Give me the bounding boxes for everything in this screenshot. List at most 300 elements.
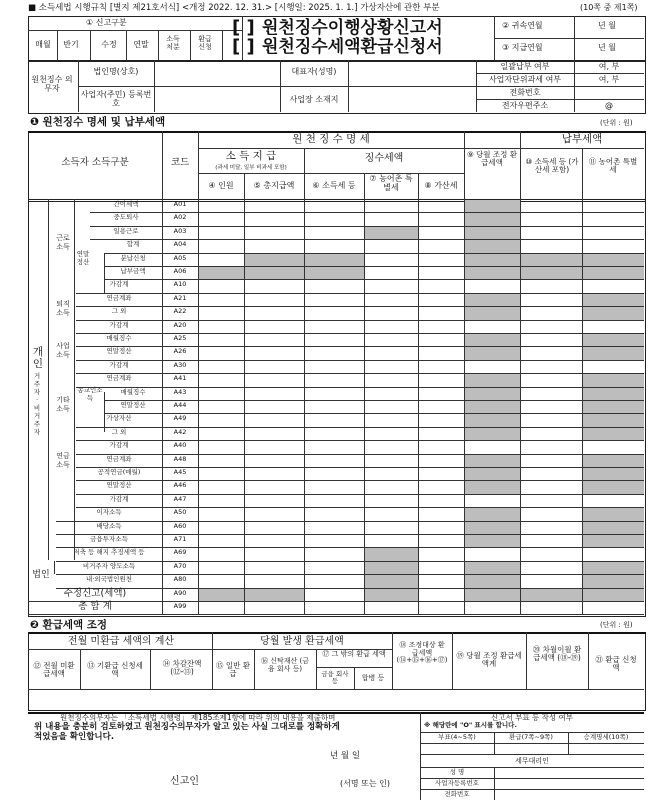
form-reference: ■ 소득세법 시행규칙 [별지 제21호서식] <개정 2022. 12. 31.> [시행일: 2025. 1. 1.] 가상자산에 관한 부분 bbox=[28, 3, 440, 13]
amount-cell[interactable] bbox=[305, 227, 364, 239]
amount-cell bbox=[583, 388, 644, 400]
amount-cell[interactable] bbox=[199, 428, 244, 440]
amount-cell[interactable] bbox=[199, 280, 244, 292]
title-line-2: 원천징수세액환급신청서 bbox=[262, 37, 443, 57]
amount-cell[interactable] bbox=[199, 495, 244, 507]
row-label: 간이세액 bbox=[113, 200, 139, 208]
amount-cell bbox=[583, 254, 644, 266]
curr-group: 당월 발생 환급세액 bbox=[260, 636, 344, 647]
c21-header: ㉑ 환급 신청액 bbox=[595, 655, 637, 673]
kind-monthly[interactable]: 매월 bbox=[35, 40, 51, 49]
c17a-header: 금융 회사 등 bbox=[321, 670, 349, 686]
amount-cell[interactable] bbox=[521, 468, 582, 480]
row-code: A47 bbox=[173, 494, 187, 503]
amount-cell bbox=[583, 562, 644, 574]
amount-cell[interactable] bbox=[521, 495, 582, 507]
agent-label: 원천징수 의무자 bbox=[31, 75, 73, 93]
amount-cell[interactable] bbox=[305, 361, 364, 373]
amount-cell[interactable] bbox=[419, 468, 464, 480]
kind-half[interactable]: 반기 bbox=[63, 40, 79, 49]
amount-cell[interactable] bbox=[199, 334, 244, 346]
prev-group: 전월 미환급 세액의 계산 bbox=[67, 636, 175, 647]
pay-tax-header: ⑩ 소득세 등 (가산세 포함) bbox=[525, 157, 579, 175]
amount-cell[interactable] bbox=[365, 374, 418, 386]
amount-cell[interactable] bbox=[419, 575, 464, 587]
amount-cell[interactable] bbox=[419, 240, 464, 252]
amount-cell[interactable] bbox=[245, 522, 304, 534]
amount-cell[interactable] bbox=[245, 280, 304, 292]
attr-pay-label: ③ 지급연월 bbox=[502, 43, 543, 52]
amount-cell[interactable] bbox=[199, 307, 244, 319]
amount-cell[interactable] bbox=[199, 240, 244, 252]
amount-cell[interactable] bbox=[419, 374, 464, 386]
amount-cell[interactable] bbox=[365, 428, 418, 440]
amount-cell bbox=[199, 267, 244, 279]
amount-cell[interactable] bbox=[365, 361, 418, 373]
amount-cell bbox=[465, 562, 520, 574]
amount-cell[interactable] bbox=[199, 414, 244, 426]
amount-cell[interactable] bbox=[521, 481, 582, 493]
biz-no-label: 사업자(주민) 등록번호 bbox=[80, 90, 152, 108]
amount-cell[interactable] bbox=[199, 508, 244, 520]
amount-cell[interactable] bbox=[365, 213, 418, 225]
amount-cell[interactable] bbox=[305, 428, 364, 440]
tax-withheld-header: 징수세액 bbox=[364, 153, 404, 164]
row-label: 가감계 bbox=[109, 280, 129, 289]
other-group: 기타소득 bbox=[56, 396, 70, 413]
title-bracket-2[interactable]: [ ] bbox=[232, 36, 255, 57]
amount-cell[interactable] bbox=[305, 508, 364, 520]
row-code: A60 bbox=[173, 521, 187, 530]
row-code: A30 bbox=[173, 360, 187, 369]
amount-cell bbox=[521, 589, 582, 601]
amount-cell[interactable] bbox=[245, 227, 304, 239]
amount-cell[interactable] bbox=[305, 481, 364, 493]
amount-cell[interactable] bbox=[199, 388, 244, 400]
amount-cell[interactable] bbox=[583, 495, 644, 507]
row-code: A05 bbox=[173, 253, 187, 262]
tax-agent-label: 세무대리인 bbox=[515, 757, 549, 765]
amount-cell[interactable] bbox=[199, 575, 244, 587]
amount-cell[interactable] bbox=[465, 495, 520, 507]
pension-group: 연금소득 bbox=[56, 452, 70, 469]
kind-refund[interactable]: 환급신청 bbox=[198, 35, 212, 51]
amount-cell[interactable] bbox=[521, 455, 582, 467]
payment-group-header: 납부세액 bbox=[561, 133, 603, 145]
row-code: A48 bbox=[173, 454, 187, 463]
amount-cell[interactable] bbox=[305, 334, 364, 346]
amount-cell[interactable] bbox=[419, 361, 464, 373]
amount-cell[interactable] bbox=[521, 361, 582, 373]
row-code: A46 bbox=[173, 481, 187, 490]
amount-cell[interactable] bbox=[583, 361, 644, 373]
adjust-header: ⑨ 당월 조정 환급세액 bbox=[466, 150, 518, 168]
row-label: 비거주자 양도소득 bbox=[82, 561, 136, 570]
amount-cell bbox=[465, 227, 520, 239]
amount-cell[interactable] bbox=[583, 227, 644, 239]
amount-cell[interactable] bbox=[521, 347, 582, 359]
amount-cell[interactable] bbox=[365, 307, 418, 319]
amount-cell[interactable] bbox=[419, 388, 464, 400]
amount-cell[interactable] bbox=[305, 562, 364, 574]
kind-yearend[interactable]: 연말 bbox=[133, 40, 149, 49]
amount-cell[interactable] bbox=[365, 240, 418, 252]
amount-cell[interactable] bbox=[245, 240, 304, 252]
amount-cell[interactable] bbox=[419, 562, 464, 574]
amount-cell[interactable] bbox=[245, 602, 304, 614]
amount-cell[interactable] bbox=[245, 575, 304, 587]
amount-cell[interactable] bbox=[365, 441, 418, 453]
amount-cell[interactable] bbox=[199, 227, 244, 239]
amount-cell[interactable] bbox=[305, 602, 364, 614]
amount-cell[interactable] bbox=[199, 401, 244, 413]
amount-cell[interactable] bbox=[419, 227, 464, 239]
amount-cell[interactable] bbox=[419, 602, 464, 614]
row-label: 매월징수 bbox=[106, 334, 132, 342]
amount-cell[interactable] bbox=[199, 562, 244, 574]
amount-cell bbox=[583, 522, 644, 534]
amount-cell[interactable] bbox=[465, 361, 520, 373]
amount-cell[interactable] bbox=[419, 495, 464, 507]
row-label: 매월징수 bbox=[120, 387, 146, 396]
amount-cell[interactable] bbox=[465, 321, 520, 333]
amount-cell[interactable] bbox=[419, 428, 464, 440]
group-separator bbox=[54, 561, 55, 574]
amount-cell[interactable] bbox=[465, 280, 520, 292]
amount-cell[interactable] bbox=[419, 508, 464, 520]
row-label: 연말정산 bbox=[120, 401, 146, 409]
amount-cell[interactable] bbox=[419, 321, 464, 333]
amount-cell bbox=[583, 347, 644, 359]
amount-cell[interactable] bbox=[199, 548, 244, 560]
group-separator bbox=[48, 199, 49, 560]
amount-cell[interactable] bbox=[305, 535, 364, 547]
batch-pay-label: 일괄납부 여부 bbox=[500, 62, 550, 71]
amount-cell[interactable] bbox=[245, 307, 304, 319]
amount-cell[interactable] bbox=[365, 267, 418, 279]
amount-cell[interactable] bbox=[365, 602, 418, 614]
amount-cell[interactable] bbox=[305, 522, 364, 534]
sign-date[interactable]: 년 월 일 bbox=[330, 751, 361, 761]
annual-group: 연말정산 bbox=[76, 250, 90, 266]
amount-cell[interactable] bbox=[305, 374, 364, 386]
amount-cell bbox=[465, 414, 520, 426]
amount-cell[interactable] bbox=[465, 441, 520, 453]
row-label: 납부금액 bbox=[120, 267, 146, 275]
row-label: 연말정산 bbox=[106, 347, 132, 356]
amount-cell[interactable] bbox=[305, 495, 364, 507]
amount-cell[interactable] bbox=[199, 374, 244, 386]
amount-cell[interactable] bbox=[305, 388, 364, 400]
amount-cell[interactable] bbox=[245, 401, 304, 413]
amount-cell[interactable] bbox=[245, 535, 304, 547]
amount-cell[interactable] bbox=[199, 455, 244, 467]
amount-cell[interactable] bbox=[365, 347, 418, 359]
amount-cell[interactable] bbox=[419, 280, 464, 292]
row-label: 연금계좌 bbox=[106, 293, 132, 302]
amount-cell[interactable] bbox=[305, 240, 364, 252]
amount-cell bbox=[465, 294, 520, 306]
amount-cell[interactable] bbox=[245, 200, 304, 212]
row-label: 수정신고(세액) bbox=[63, 587, 127, 599]
amount-cell[interactable] bbox=[199, 441, 244, 453]
amount-cell[interactable] bbox=[245, 428, 304, 440]
attach-2[interactable]: 환급(7쪽~9쪽) bbox=[509, 733, 553, 741]
group-separator bbox=[104, 392, 105, 432]
amount-cell[interactable] bbox=[419, 254, 464, 266]
amount-cell[interactable] bbox=[521, 441, 582, 453]
amount-cell[interactable] bbox=[245, 455, 304, 467]
amount-cell[interactable] bbox=[583, 441, 644, 453]
total-header: ⑤ 총지급액 bbox=[253, 181, 295, 190]
biz-group: 사업소득 bbox=[56, 342, 70, 359]
amount-cell[interactable] bbox=[199, 254, 244, 266]
amount-cell[interactable] bbox=[245, 495, 304, 507]
column-separator bbox=[464, 199, 465, 614]
amount-cell[interactable] bbox=[305, 200, 364, 212]
amount-cell[interactable] bbox=[521, 388, 582, 400]
amount-cell bbox=[583, 508, 644, 520]
kind-amend[interactable]: 수정 bbox=[101, 40, 117, 49]
amount-cell[interactable] bbox=[419, 522, 464, 534]
amount-cell[interactable] bbox=[305, 213, 364, 225]
amount-cell[interactable] bbox=[305, 575, 364, 587]
amount-cell[interactable] bbox=[365, 280, 418, 292]
amount-cell[interactable] bbox=[305, 401, 364, 413]
amount-cell[interactable] bbox=[305, 321, 364, 333]
amount-cell[interactable] bbox=[365, 294, 418, 306]
amount-cell[interactable] bbox=[365, 468, 418, 480]
title-bracket-1[interactable]: [ ] bbox=[232, 17, 255, 38]
amount-cell[interactable] bbox=[365, 522, 418, 534]
amount-cell[interactable] bbox=[305, 548, 364, 560]
amount-cell[interactable] bbox=[465, 602, 520, 614]
amount-cell[interactable] bbox=[199, 321, 244, 333]
amount-cell[interactable] bbox=[305, 280, 364, 292]
amount-cell[interactable] bbox=[245, 334, 304, 346]
amount-cell[interactable] bbox=[199, 213, 244, 225]
amount-cell[interactable] bbox=[199, 468, 244, 480]
row-separator bbox=[28, 614, 644, 615]
amount-cell[interactable] bbox=[245, 294, 304, 306]
amount-cell[interactable] bbox=[365, 481, 418, 493]
statement-1: 원천징수의무자는 「소득세법 시행령」 제185조제1항에 따라 위의 내용을 제출하며 bbox=[60, 713, 336, 722]
amount-cell[interactable] bbox=[245, 347, 304, 359]
amount-cell[interactable] bbox=[521, 200, 582, 212]
c12-header: ⑫ 전월 미환급세액 bbox=[33, 661, 75, 679]
amount-cell[interactable] bbox=[419, 455, 464, 467]
amount-cell[interactable] bbox=[245, 562, 304, 574]
attr-year-label: ② 귀속연월 bbox=[502, 21, 543, 30]
row-label: 이자소득 bbox=[96, 508, 122, 517]
amount-cell[interactable] bbox=[245, 374, 304, 386]
amount-cell[interactable] bbox=[365, 508, 418, 520]
amount-cell[interactable] bbox=[521, 414, 582, 426]
amount-cell[interactable] bbox=[365, 414, 418, 426]
row-code: A40 bbox=[173, 441, 187, 450]
amount-cell[interactable] bbox=[521, 280, 582, 292]
attr-pay-value[interactable]: 년 월 bbox=[598, 43, 616, 52]
amount-cell[interactable] bbox=[365, 321, 418, 333]
amount-cell bbox=[521, 254, 582, 266]
amount-cell[interactable] bbox=[419, 548, 464, 560]
amount-cell[interactable] bbox=[583, 213, 644, 225]
attr-year-value[interactable]: 년 월 bbox=[598, 21, 616, 30]
amount-cell bbox=[199, 589, 244, 601]
email-at[interactable]: @ bbox=[605, 101, 613, 110]
amount-cell[interactable] bbox=[365, 495, 418, 507]
sign-note[interactable]: (서명 또는 인) bbox=[340, 779, 390, 788]
amount-cell[interactable] bbox=[419, 441, 464, 453]
amount-cell[interactable] bbox=[199, 481, 244, 493]
email-label: 전자우편주소 bbox=[501, 101, 549, 110]
amount-cell[interactable] bbox=[245, 468, 304, 480]
amount-cell[interactable] bbox=[365, 535, 418, 547]
amount-cell[interactable] bbox=[521, 575, 582, 587]
amount-cell[interactable] bbox=[419, 401, 464, 413]
amount-cell[interactable] bbox=[305, 441, 364, 453]
amount-cell[interactable] bbox=[583, 240, 644, 252]
amount-cell bbox=[583, 307, 644, 319]
amount-cell[interactable] bbox=[365, 455, 418, 467]
amount-cell[interactable] bbox=[305, 347, 364, 359]
amount-cell[interactable] bbox=[521, 602, 582, 614]
amount-cell bbox=[583, 589, 644, 601]
attach-title: 신고서 부표 등 작성 여부 bbox=[491, 713, 573, 722]
amount-cell[interactable] bbox=[521, 240, 582, 252]
amount-cell[interactable] bbox=[419, 414, 464, 426]
amount-cell[interactable] bbox=[419, 267, 464, 279]
row-label: 총 합 계 bbox=[78, 601, 112, 612]
amount-cell[interactable] bbox=[245, 481, 304, 493]
amount-cell bbox=[583, 414, 644, 426]
amount-cell[interactable] bbox=[521, 307, 582, 319]
c18-cell[interactable] bbox=[394, 689, 452, 708]
amount-cell[interactable] bbox=[245, 388, 304, 400]
address-label: 사업장 소재지 bbox=[289, 95, 339, 104]
row-code: A01 bbox=[173, 200, 187, 208]
amount-cell[interactable] bbox=[245, 548, 304, 560]
amount-cell[interactable] bbox=[521, 401, 582, 413]
amount-cell bbox=[465, 401, 520, 413]
amount-cell[interactable] bbox=[521, 227, 582, 239]
attach-1[interactable]: 부표(4~5쪽) bbox=[438, 733, 476, 741]
amount-cell[interactable] bbox=[199, 522, 244, 534]
row-code: A02 bbox=[173, 213, 187, 222]
amount-cell[interactable] bbox=[245, 321, 304, 333]
row-code: A70 bbox=[173, 561, 187, 570]
row-label: 내·외국법인원천 bbox=[85, 575, 133, 584]
row-code: A25 bbox=[173, 334, 187, 342]
amount-cell[interactable] bbox=[521, 213, 582, 225]
section1-unit: (단위 : 원) bbox=[600, 119, 633, 127]
amount-cell[interactable] bbox=[521, 428, 582, 440]
amount-cell bbox=[465, 508, 520, 520]
amount-cell[interactable] bbox=[419, 307, 464, 319]
amount-cell[interactable] bbox=[245, 414, 304, 426]
amount-cell[interactable] bbox=[583, 200, 644, 212]
amount-cell[interactable] bbox=[521, 522, 582, 534]
amount-cell bbox=[465, 481, 520, 493]
amount-cell[interactable] bbox=[419, 294, 464, 306]
amount-cell[interactable] bbox=[465, 548, 520, 560]
amount-cell[interactable] bbox=[583, 602, 644, 614]
column-separator bbox=[304, 199, 305, 614]
amount-cell bbox=[583, 334, 644, 346]
amount-cell[interactable] bbox=[305, 294, 364, 306]
amount-cell[interactable] bbox=[419, 200, 464, 212]
amount-cell[interactable] bbox=[199, 602, 244, 614]
amount-cell bbox=[465, 267, 520, 279]
amount-cell[interactable] bbox=[583, 548, 644, 560]
amount-cell[interactable] bbox=[305, 589, 364, 601]
amount-cell[interactable] bbox=[305, 307, 364, 319]
amount-cell[interactable] bbox=[583, 280, 644, 292]
income-type-header: 소득자 소득구분 bbox=[61, 157, 129, 168]
amount-cell[interactable] bbox=[419, 481, 464, 493]
row-label: 가감계 bbox=[109, 320, 129, 329]
amount-cell[interactable] bbox=[521, 508, 582, 520]
amount-cell[interactable] bbox=[305, 414, 364, 426]
amount-cell bbox=[521, 267, 582, 279]
amount-cell[interactable] bbox=[521, 374, 582, 386]
amount-cell[interactable] bbox=[245, 508, 304, 520]
amount-cell bbox=[583, 294, 644, 306]
amount-cell[interactable] bbox=[521, 334, 582, 346]
row-code: A80 bbox=[173, 575, 187, 584]
row-code: A06 bbox=[173, 267, 187, 275]
amount-cell[interactable] bbox=[245, 361, 304, 373]
amount-cell[interactable] bbox=[419, 589, 464, 601]
row-code: A21 bbox=[173, 293, 187, 302]
amount-cell[interactable] bbox=[365, 388, 418, 400]
amount-cell[interactable] bbox=[583, 321, 644, 333]
amount-cell[interactable] bbox=[365, 254, 418, 266]
amount-cell[interactable] bbox=[365, 334, 418, 346]
amount-cell[interactable] bbox=[419, 535, 464, 547]
unit-tax-yesno[interactable]: 여, 부 bbox=[598, 75, 620, 84]
amount-cell[interactable] bbox=[419, 347, 464, 359]
amount-cell[interactable] bbox=[419, 213, 464, 225]
amount-cell[interactable] bbox=[521, 548, 582, 560]
amount-cell[interactable] bbox=[365, 401, 418, 413]
amount-cell[interactable] bbox=[419, 334, 464, 346]
amount-cell[interactable] bbox=[199, 347, 244, 359]
column-separator bbox=[198, 199, 199, 614]
amount-cell[interactable] bbox=[199, 294, 244, 306]
column-separator bbox=[582, 199, 583, 614]
amount-cell[interactable] bbox=[521, 321, 582, 333]
amount-cell[interactable] bbox=[245, 213, 304, 225]
amount-cell[interactable] bbox=[199, 200, 244, 212]
amount-cell[interactable] bbox=[245, 441, 304, 453]
amount-cell[interactable] bbox=[521, 562, 582, 574]
amount-cell[interactable] bbox=[199, 361, 244, 373]
amount-cell bbox=[305, 254, 364, 266]
amount-cell[interactable] bbox=[521, 294, 582, 306]
kind-disposal[interactable]: 소득처분 bbox=[166, 35, 180, 51]
amount-cell bbox=[245, 589, 304, 601]
amount-cell[interactable] bbox=[305, 455, 364, 467]
attach-3[interactable]: 승계명세(10쪽) bbox=[583, 733, 629, 741]
amount-cell[interactable] bbox=[521, 535, 582, 547]
amount-cell[interactable] bbox=[365, 200, 418, 212]
batch-pay-yesno[interactable]: 여, 부 bbox=[598, 62, 620, 71]
group-separator bbox=[104, 253, 105, 293]
row-code: A03 bbox=[173, 226, 187, 235]
amount-cell[interactable] bbox=[199, 535, 244, 547]
amount-cell[interactable] bbox=[305, 468, 364, 480]
